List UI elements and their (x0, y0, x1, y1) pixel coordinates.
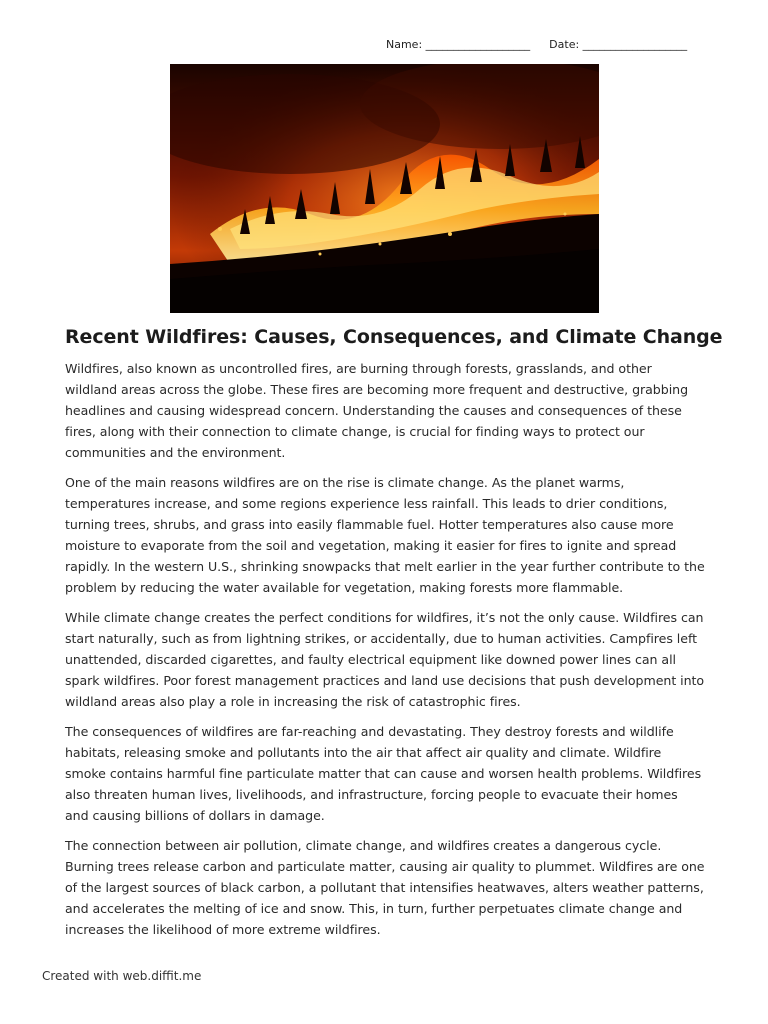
article-body (65, 358, 705, 949)
name-label: Name: (386, 38, 423, 51)
wildfire-photo (170, 64, 599, 313)
paragraph-5: The connection between air pollution, climate change, and wildfires creates a dangerous cycle. Burning trees release carbon and particulate matter, causing air quality to plummet. Wildfires are one of the largest sources of black carbon, a pollutant that intensifies heatwaves, alters weather patterns, and accelerates the melting of ice and snow. This, in turn, further perpetuates climate change and increases the likelihood of more extreme wildfires. (65, 838, 705, 937)
footer-credit: Created with web.diffit.me (42, 969, 202, 983)
paragraph-2: One of the main reasons wildfires are on the rise is climate change. As the planet warms, temperatures increase, and some regions experience less rainfall. This leads to drier conditions, turning trees, shrubs, and grass into easily flammable fuel. Hotter temperatures also cause more moisture to evaporate from the soil and vegetation, making it easier for fires to ignite and spread rapidly. In the western U.S., shrinking snowpacks that melt earlier in the year further contribute to the problem by reducing the water available for vegetation, making forests more flammable. (65, 475, 705, 595)
article-title: Recent Wildfires: Causes, Consequences, and Climate Change (65, 326, 723, 348)
paragraph-4: The consequences of wildfires are far-reaching and devastating. They destroy forests and wildlife habitats, releasing smoke and pollutants into the air that affect air quality and climate. Wildfire smoke contains harmful fine particulate matter that can cause and worsen health problems. Wildfires also threaten human lives, livelihoods, and infrastructure, forcing people to evacuate their homes and causing billions of dollars in damage. (65, 724, 702, 823)
name-blank-line[interactable]: ___________________ (425, 38, 531, 51)
date-label: Date: (549, 38, 580, 51)
paragraph-3: While climate change creates the perfect conditions for wildfires, it’s not the only cause. Wildfires can start naturally, such as from lightning strikes, or accidentally, due to human activities. Campfires left unattended, discarded cigarettes, and faulty electrical equipment like downed power lines can all spark wildfires. Poor forest management practices and land use decisions that push development into wildland areas also play a role in increasing the risk of catastrophic fires. (65, 610, 705, 709)
name-date-header (386, 38, 687, 51)
date-blank-line[interactable]: ___________________ (582, 38, 688, 51)
wildfire-illustration (170, 64, 599, 313)
paragraph-1: Wildfires, also known as uncontrolled fires, are burning through forests, grasslands, and other wildland areas across the globe. These fires are becoming more frequent and destructive, grabbing headlines and causing widespread concern. Understanding the causes and consequences of these fires, along with their connection to climate change, is crucial for finding ways to protect our communities and the environment. (65, 361, 689, 460)
